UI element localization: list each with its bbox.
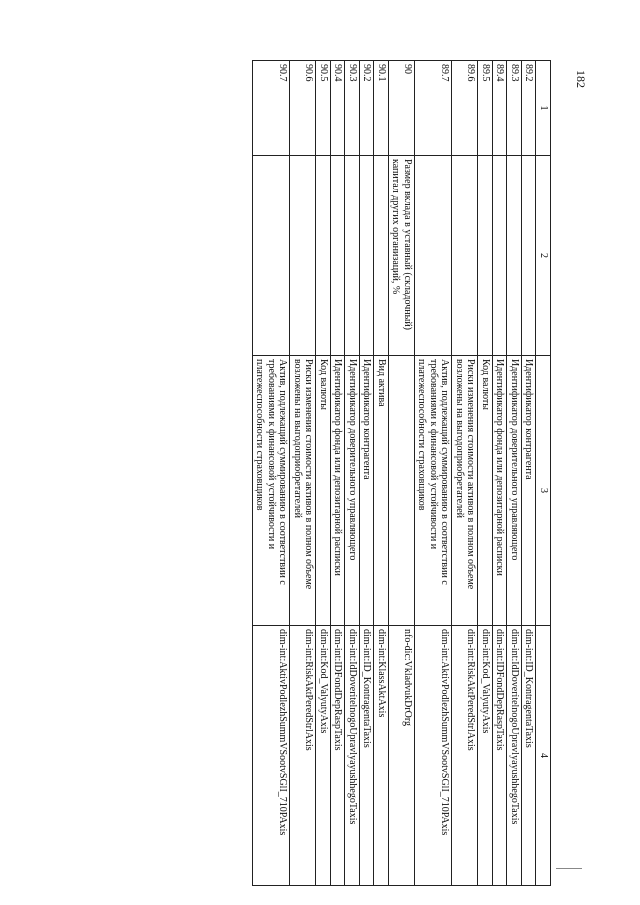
element-code-cell: dim-int:Kod_ValyutyAxis: [478, 626, 493, 886]
header-col-1: 1: [536, 61, 551, 156]
row-number-cell: 89.3: [507, 61, 522, 156]
element-code-cell: dim-int:IdDoveritelnogoUpravlyayushhegoTaxis: [345, 626, 360, 886]
indicator-name-cell: [374, 156, 389, 356]
dimension-description-cell: Идентификатор фонда или депозитарной расписки: [493, 356, 508, 626]
indicator-name-cell: [478, 156, 493, 356]
element-code-cell: dim-int:IDFondDepRaspTaxis: [493, 626, 508, 886]
row-number-cell: 90.2: [360, 61, 375, 156]
table-row: [290, 61, 316, 886]
table-row: [493, 61, 508, 886]
table-body: [253, 61, 537, 886]
indicator-name-cell: [522, 156, 537, 356]
element-code-cell: dim-int:KlassAktAxis: [374, 626, 389, 886]
row-number-cell: 90.4: [331, 61, 346, 156]
indicator-name-cell: [415, 156, 453, 356]
table-row: [507, 61, 522, 886]
table-row: [316, 61, 331, 886]
table-row: [452, 61, 478, 886]
dimension-description-cell: Идентификатор доверительного управляющего: [345, 356, 360, 626]
page-number: 182: [574, 70, 588, 88]
dimension-description-cell: Актив, подлежащий суммированию в соответствии с требованиями к финансовой устойчивости и платежеспособности страховщиков: [253, 356, 291, 626]
row-number-cell: 89.2: [522, 61, 537, 156]
indicator-name-cell: [253, 156, 291, 356]
indicator-name-cell: Размер вклада в уставный (складочный) капитал других организаций, %: [389, 156, 415, 356]
table-row: [374, 61, 389, 886]
element-code-cell: dim-int:RiskAktPeredStrlAxis: [290, 626, 316, 886]
row-number-cell: 90.7: [253, 61, 291, 156]
dimension-description-cell: Код валюты: [316, 356, 331, 626]
row-number-cell: 89.7: [415, 61, 453, 156]
element-code-cell: dim-int:AktivPodlezhSummVSootvSGlI_710PAxis: [253, 626, 291, 886]
header-row: [536, 61, 551, 886]
row-number-cell: 90.3: [345, 61, 360, 156]
element-code-cell: dim-int:ID_KontragentaTaxis: [522, 626, 537, 886]
dimension-description-cell: [389, 356, 415, 626]
rotated-table-container: [111, 60, 551, 885]
indicator-name-cell: [316, 156, 331, 356]
indicator-name-cell: [290, 156, 316, 356]
element-code-cell: dim-int:IDFondDepRaspTaxis: [331, 626, 346, 886]
dimension-description-cell: Идентификатор контрагента: [360, 356, 375, 626]
table-row: [522, 61, 537, 886]
element-code-cell: dim-int:ID_KontragentaTaxis: [360, 626, 375, 886]
dimension-description-cell: Код валюты: [478, 356, 493, 626]
dimension-description-cell: Идентификатор фонда или депозитарной расписки: [331, 356, 346, 626]
dimension-description-cell: Риски изменения стоимости активов в полном объеме возложены на выгодоприобретателей: [452, 356, 478, 626]
dimension-description-cell: Идентификатор контрагента: [522, 356, 537, 626]
row-number-cell: 90.6: [290, 61, 316, 156]
dimension-description-cell: Вид актива: [374, 356, 389, 626]
table-row: [331, 61, 346, 886]
row-number-cell: 89.6: [452, 61, 478, 156]
table-row: [360, 61, 375, 886]
element-code-cell: dim-int:AktivPodlezhSummVSootvSGlI_710PAxis: [415, 626, 453, 886]
table-row: [478, 61, 493, 886]
indicator-name-cell: [360, 156, 375, 356]
element-code-cell: nfo-dic:VkladvukDrOrg: [389, 626, 415, 886]
element-code-cell: dim-int:Kod_ValyutyAxis: [316, 626, 331, 886]
table-row: [415, 61, 453, 886]
table-row: [389, 61, 415, 886]
table-row: [345, 61, 360, 886]
row-number-cell: 90: [389, 61, 415, 156]
indicator-name-cell: [493, 156, 508, 356]
row-number-cell: 90.1: [374, 61, 389, 156]
indicator-name-cell: [331, 156, 346, 356]
row-number-cell: 89.4: [493, 61, 508, 156]
table-row: [253, 61, 291, 886]
row-number-cell: 90.5: [316, 61, 331, 156]
header-col-4: 4: [536, 626, 551, 886]
data-table: [252, 60, 551, 886]
dimension-description-cell: Идентификатор доверительного управляющего: [507, 356, 522, 626]
indicator-name-cell: [452, 156, 478, 356]
indicator-name-cell: [507, 156, 522, 356]
dimension-description-cell: Риски изменения стоимости активов в полном объеме возложены на выгодоприобретателей: [290, 356, 316, 626]
header-col-2: 2: [536, 156, 551, 356]
header-col-3: 3: [536, 356, 551, 626]
element-code-cell: dim-int:IdDoveritelnogoUpravlyayushhegoTaxis: [507, 626, 522, 886]
dimension-description-cell: Актив, подлежащий суммированию в соответствии с требованиями к финансовой устойчивости и платежеспособности страховщиков: [415, 356, 453, 626]
row-number-cell: 89.5: [478, 61, 493, 156]
element-code-cell: dim-int:RiskAktPeredStrlAxis: [452, 626, 478, 886]
scan-mark: [556, 868, 582, 869]
indicator-name-cell: [345, 156, 360, 356]
